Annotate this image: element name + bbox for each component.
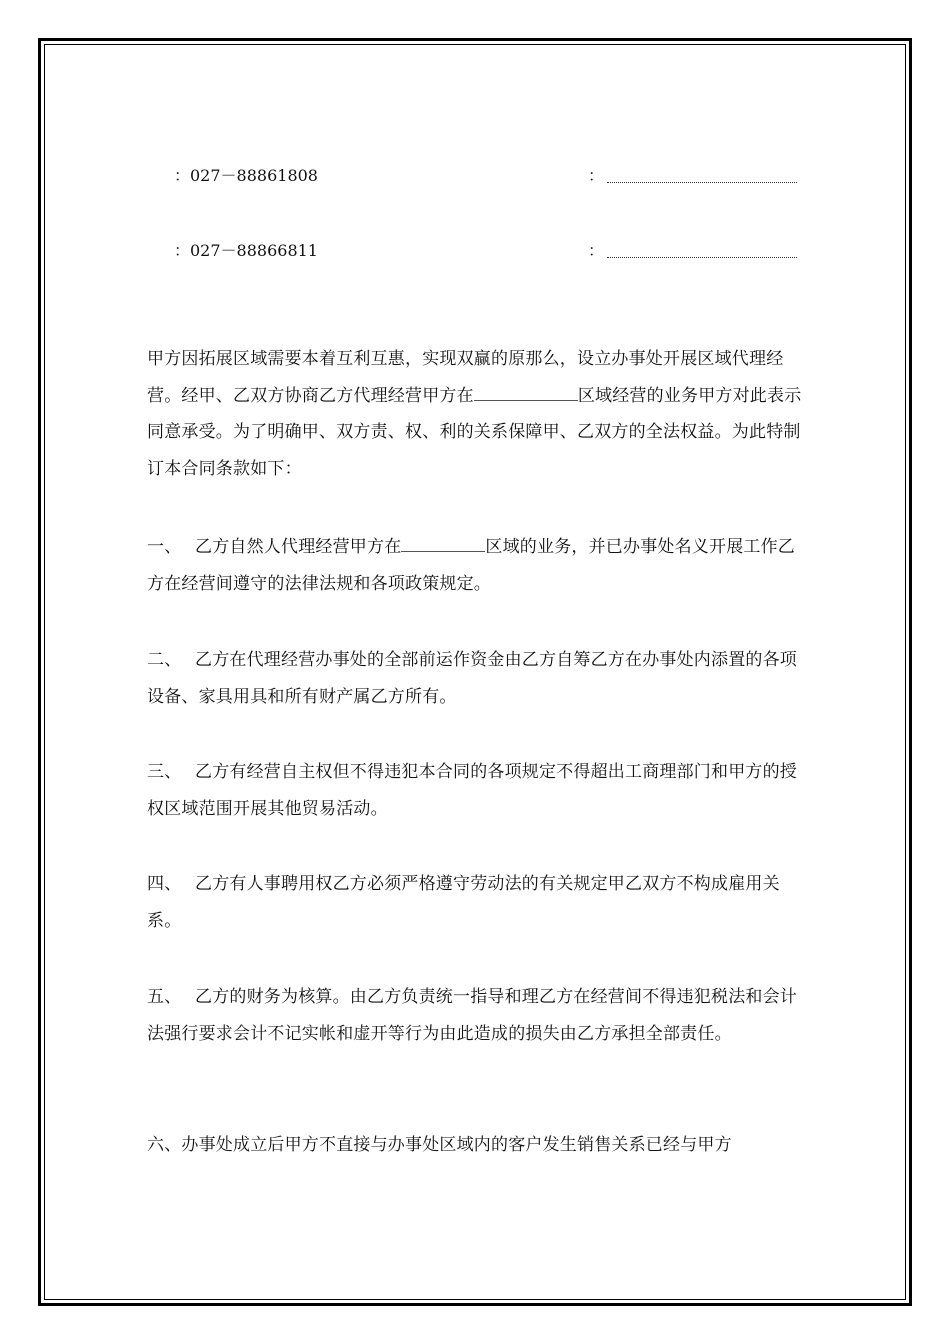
clause-text: 办事处成立后甲方不直接与办事处区域内的客户发生销售关系已经与甲方 [181,1135,732,1155]
region-blank [401,537,485,552]
intro-paragraph [147,341,803,487]
clause-text-before: 乙方自然人代理经营甲方在 [195,537,402,557]
region-blank [474,386,578,401]
contact-label-right-2: ： [588,241,605,260]
clause-number: 三、 [147,762,182,782]
clause-2 [147,642,803,715]
clause-number: 一、 [147,537,182,557]
clause-text: 乙方的财务为核算。由乙方负责统一指导和理乙方在经营间不得违犯税法和会计法强行要求会计不记实帐和虚开等行为由此造成的损失由乙方承担全部责任。 [147,987,797,1044]
clause-1 [147,529,803,602]
clause-number: 四、 [147,874,182,894]
fill-in-line-2 [607,257,797,258]
clause-text: 乙方有经营自主权但不得违犯本合同的各项规定不得超出工商理部门和甲方的授权区域范围开展其他贸易活动。 [147,762,797,819]
clause-text: 乙方在代理经营办事处的全部前运作资金由乙方自筹乙方在办事处内添置的各项设备、家具用具和所有财产属乙方所有。 [147,650,797,707]
contact-row-2 [0,238,950,262]
phone-number-2: ：027－88866811 [174,241,318,260]
clause-number: 二、 [147,650,182,670]
fill-in-line-1 [607,182,797,183]
clause-number: 五、 [147,987,182,1007]
phone-number-1: ：027－88861808 [174,166,318,185]
clause-number: 六、 [147,1135,182,1155]
clause-3 [147,754,803,827]
clause-text-after: 区域的业务，并已办事处名义开展工作乙方在经营间遵守的法律法规和各项政策规定。 [147,537,796,594]
clause-6 [147,1127,803,1164]
clause-text: 乙方有人事聘用权乙方必须严格遵守劳动法的有关规定甲乙双方不构成雇用关系。 [147,874,780,931]
clause-4 [147,866,803,939]
contact-label-right-1: ： [588,166,605,185]
clause-5 [147,979,803,1052]
intro-text-part-1: 甲方因拓展区域需要本着互利互惠，实现双赢的原那么，设立办事处开展区域代理经营。经甲、乙双方协商乙方代理经营甲方在 [147,349,784,406]
contact-row-1 [0,163,950,187]
intro-text-part-2: 区域经营的业务甲方对此表示同意承受。为了明确甲、双方责、权、利的关系保障甲、乙双方的全法权益。为此特制订本合同条款如下： [147,385,802,479]
